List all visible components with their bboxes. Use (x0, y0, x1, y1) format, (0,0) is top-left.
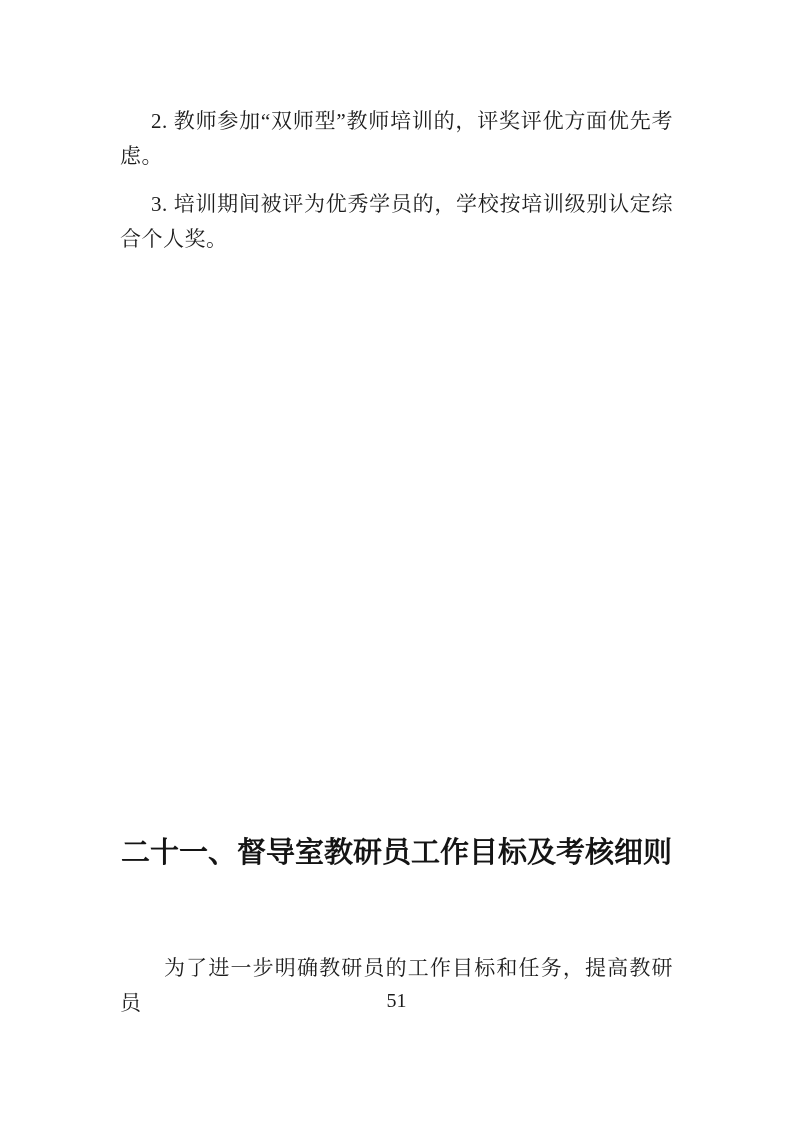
body-paragraph-2: 2. 教师参加“双师型”教师培训的，评奖评优方面优先考虑。 (120, 109, 673, 168)
page-number: 51 (386, 990, 407, 1012)
body-text-block (120, 104, 673, 270)
section-heading: 二十一、督导室教研员工作目标及考核细则 (120, 837, 672, 869)
body-paragraph-3: 3. 培训期间被评为优秀学员的，学校按培训级别认定综合个人奖。 (120, 192, 673, 251)
intro-paragraph: 为了进一步明确教研员的工作目标和任务，提高教研员 (120, 956, 673, 1015)
